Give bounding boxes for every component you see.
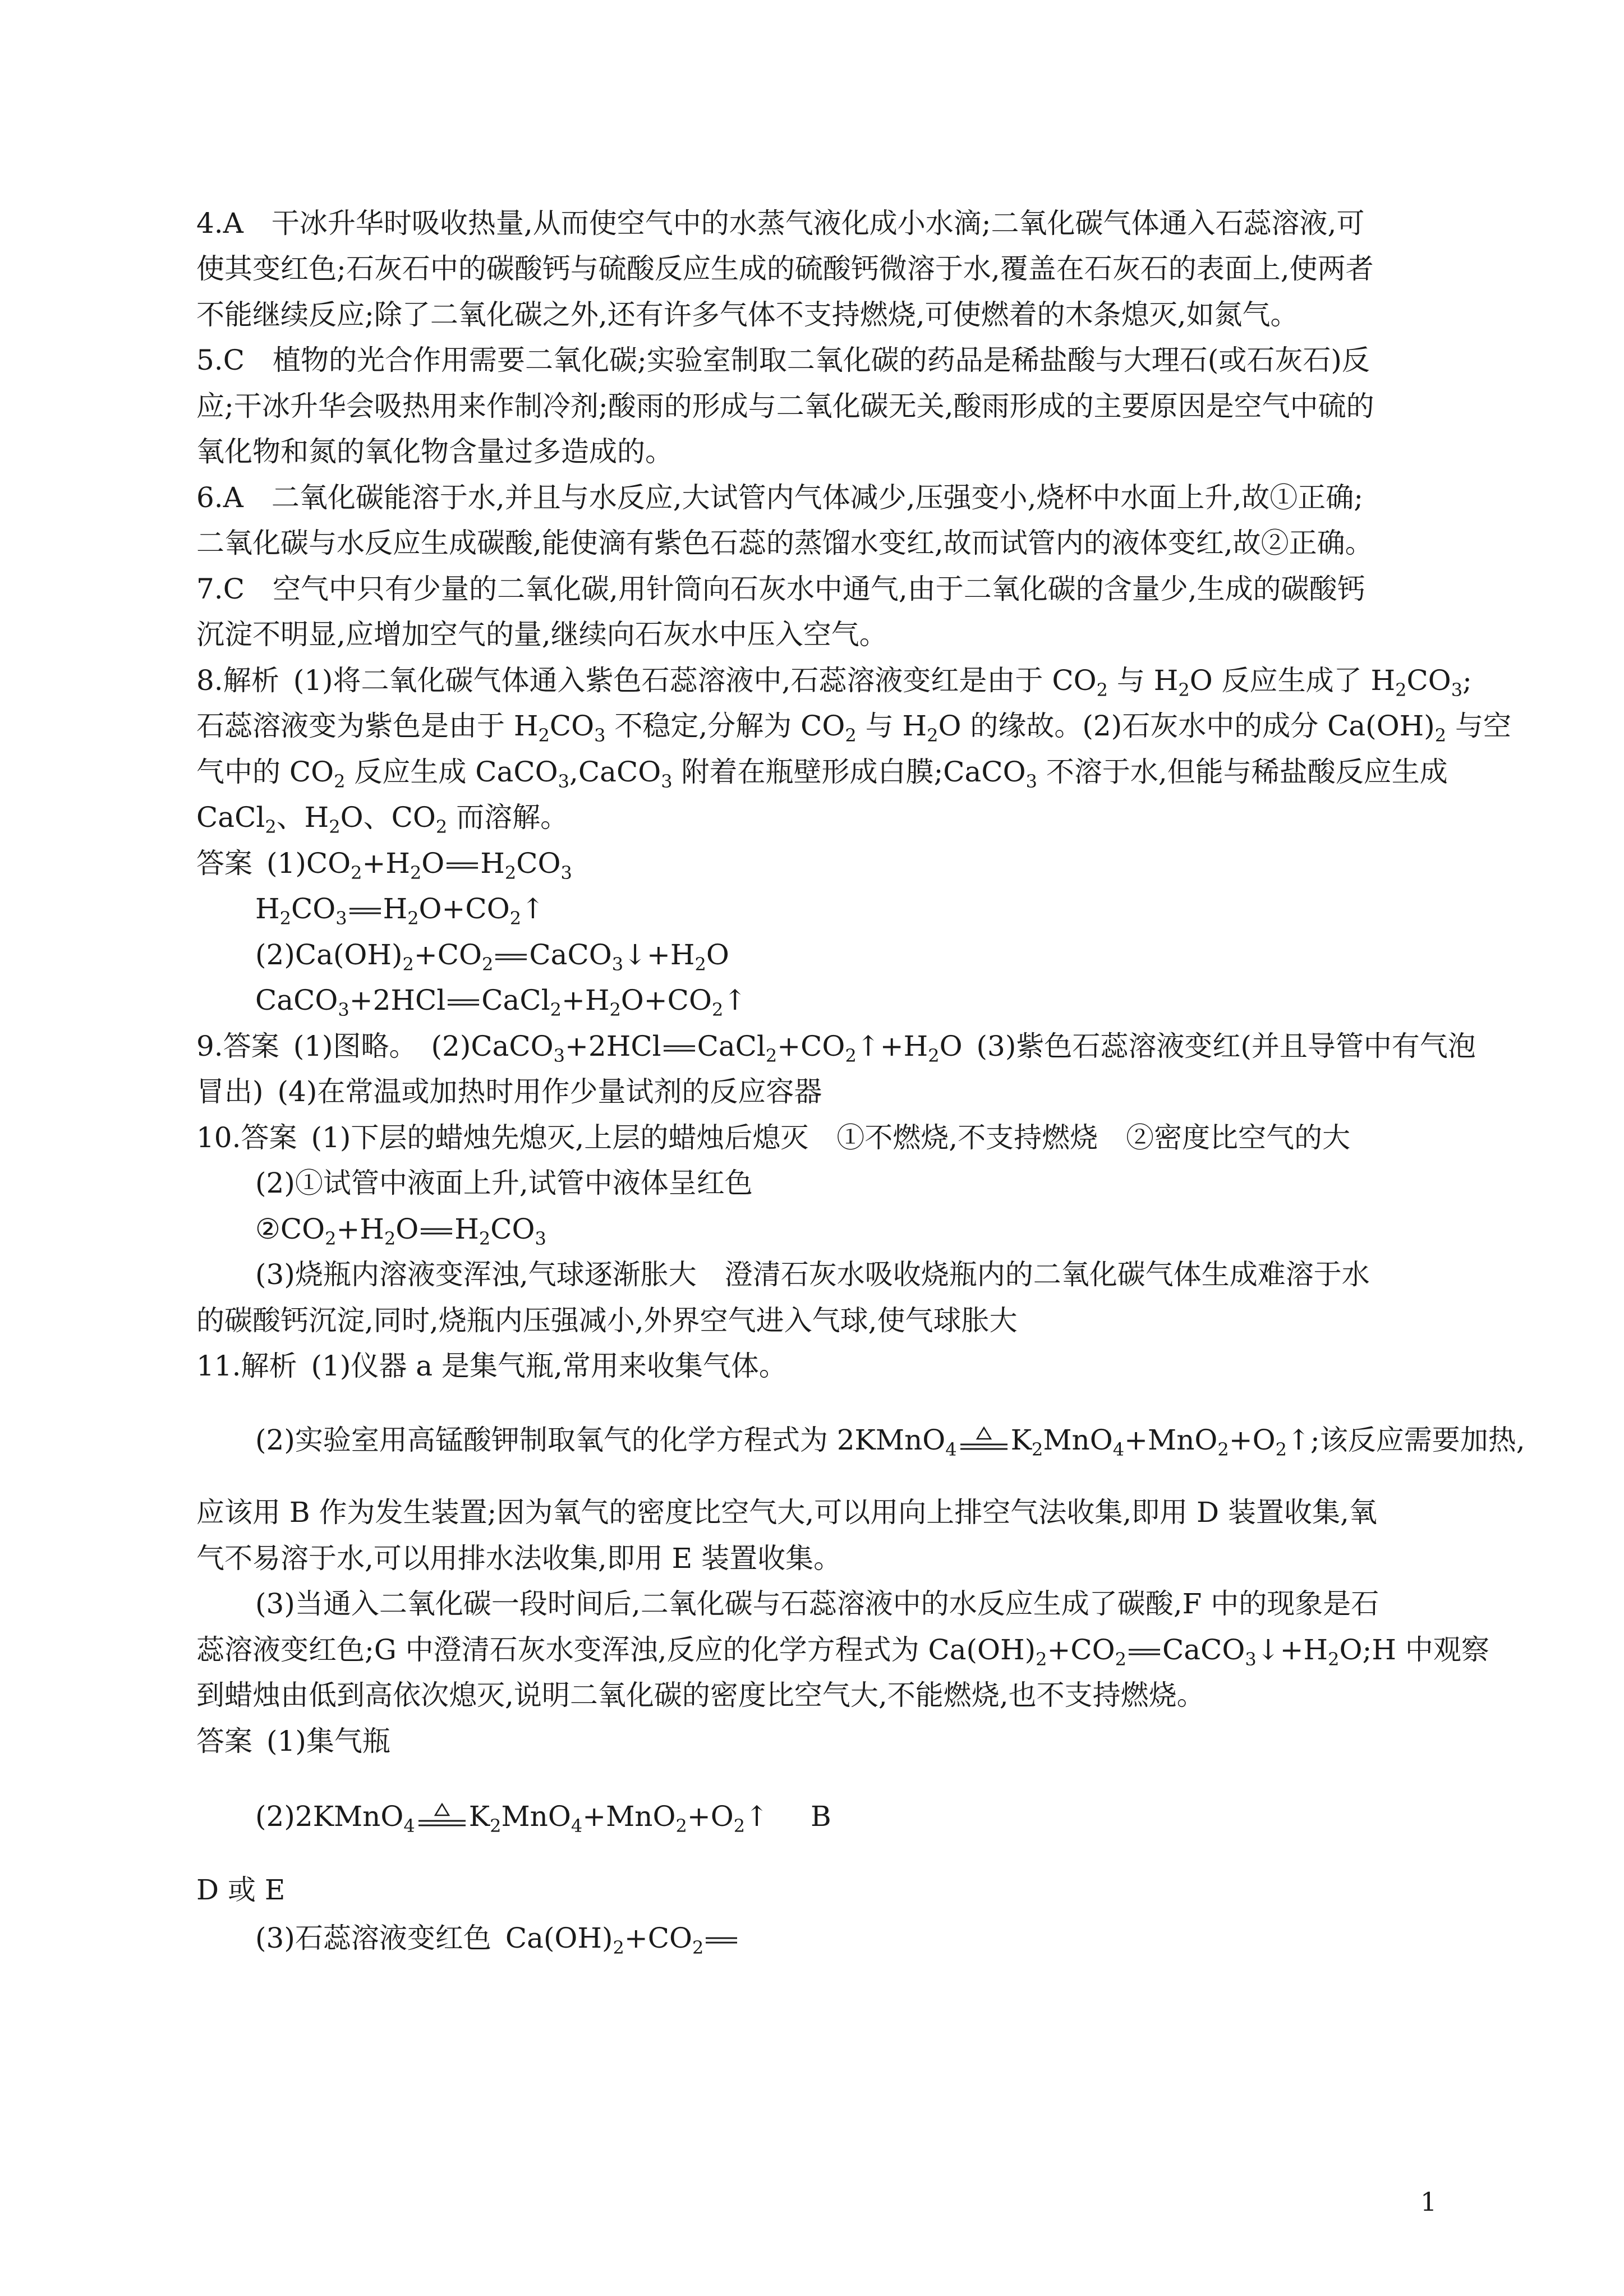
equals-sign-icon — [494, 951, 528, 963]
equals-sign-icon — [348, 905, 382, 917]
q5-line-1: 5.C 植物的光合作用需要二氧化碳;实验室制取二氧化碳的药品是稀盐酸与大理石(或石灰石)反 — [196, 344, 1370, 376]
q11-line-3: 应该用 B 作为发生装置;因为氧气的密度比空气大,可以用向上排空气法收集,即用 D 装置收集,氧 — [196, 1496, 1377, 1529]
q11-line-2: (2)实验室用高锰酸钾制取氧气的化学方程式为 2KMnO$_4$ $K_2MnO_4+MnO_2+O_2↑$;该反应需要加热, — [255, 1424, 1525, 1460]
q10-line-3: $②CO_2+H_2O$ $H_2CO_3$ — [255, 1213, 546, 1249]
q11-line-1: 11.解析 (1)仪器 a 是集气瓶,常用来收集气体。 — [196, 1350, 787, 1382]
heating-equals-sign — [416, 1802, 468, 1835]
equals-sign-icon — [663, 1043, 696, 1054]
q6-line-1: 6.A 二氧化碳能溶于水,并且与水反应,大试管内气体减少,压强变小,烧杯中水面上升,故①正确; — [196, 481, 1364, 514]
q11-answer-3: (3)石蕊溶液变红色 $Ca(OH)_2+CO_2$ — [255, 1920, 1489, 1957]
q11-line-7: 到蜡烛由低到高依次熄灭,说明二氧化碳的密度比空气大,不能燃烧,也不支持燃烧。 — [196, 1679, 1205, 1711]
q8-answer-eq-2: $H_2CO_3$ $H_2O+CO_2↑$ — [255, 892, 545, 929]
page-number: 1 — [1420, 2187, 1437, 2217]
q8-answer-eq-1: 答案 $(1)CO_2+H_2O$ $H_2CO_3$ — [196, 847, 572, 884]
q8-line-4: CaCl$_2$、$H_2O$、$CO_2$ 而溶解。 — [196, 801, 569, 838]
q11-answer-collect: D 或 E — [196, 1874, 286, 1906]
equals-sign-icon — [445, 860, 479, 871]
q5-line-3: 氧化物和氮的氧化物含量过多造成的。 — [196, 435, 673, 468]
q10-line-1: 10.答案 (1)下层的蜡烛先熄灭,上层的蜡烛后熄灭 ①不燃烧,不支持燃烧 ②密度比空气的大 — [196, 1121, 1351, 1154]
q8-answer-eq-4: CaCO$_3$+2HCl $CaCl_2+H_2O+CO_2↑$ — [255, 984, 747, 1020]
q11-line-6: 蕊溶液变红色;G 中澄清石灰水变浑浊,反应的化学方程式为 $Ca(OH)_2+CO_2$ $CaCO_3↓+H_2O;H$ 中观察 — [196, 1634, 1489, 1670]
q6-line-2: 二氧化碳与水反应生成碳酸,能使滴有紫色石蕊的蒸馏水变红,故而试管内的液体变红,故②正确。 — [196, 527, 1373, 559]
equals-sign-icon — [705, 1935, 738, 1946]
q7-line-2: 沉淀不明显,应增加空气的量,继续向石灰水中压入空气。 — [196, 618, 887, 651]
q5-line-2: 应;干冰升华会吸热用来作制冷剂;酸雨的形成与二氧化碳无关,酸雨形成的主要原因是空气中硫的 — [196, 390, 1374, 422]
q4-line-3: 不能继续反应;除了二氧化碳之外,还有许多气体不支持燃烧,可使燃着的木条熄灭,如氮气。 — [196, 298, 1299, 331]
q11-answer-label: 答案 (1)集气瓶 — [196, 1725, 390, 1757]
q9-line-2: 冒出) (4)在常温或加热时用作少量试剂的反应容器 — [196, 1075, 822, 1108]
q10-line-2: (2)①试管中液面上升,试管中液体呈红色 — [255, 1167, 753, 1199]
q9-line-1: 9.答案 (1)图略。 (2)CaCO$_3$+2HCl $CaCl_2+CO_2↑+H_2O$ (3)紫色石蕊溶液变红(并且导管中有气泡 — [196, 1030, 1476, 1066]
q8-line-3: 气中的 $CO_2$ 反应生成 CaCO$_3$,CaCO$_3$ 附着在瓶壁形成白膜;CaCO$_3$ 不溶于水,但能与稀盐酸反应生成 — [196, 756, 1448, 792]
q11-answer-eq: (2)2KMnO$_4$ $K_2MnO_4+MnO_2+O_2↑$ B — [255, 1800, 831, 1837]
q4-line-1: 4.A 干冰升华时吸收热量,从而使空气中的水蒸气液化成小水滴;二氧化碳气体通入石蕊溶液,可 — [196, 207, 1365, 240]
heating-equals-sign — [958, 1425, 1010, 1459]
equals-sign-icon — [420, 1226, 453, 1237]
heat-delta-icon — [958, 1425, 1010, 1459]
q10-line-5: 的碳酸钙沉淀,同时,烧瓶内压强减小,外界空气进入气球,使气球胀大 — [196, 1304, 1018, 1337]
q8-answer-eq-3: $(2)Ca(OH)_2+CO_2$ $CaCO_3↓+H_2O$ — [255, 938, 729, 975]
equals-sign-icon — [1128, 1646, 1161, 1658]
heat-delta-icon — [416, 1802, 468, 1835]
q11-line-5: (3)当通入二氧化碳一段时间后,二氧化碳与石蕊溶液中的水反应生成了碳酸,F 中的现象是石 — [255, 1588, 1379, 1620]
q10-line-4: (3)烧瓶内溶液变浑浊,气球逐渐胀大 澄清石灰水吸收烧瓶内的二氧化碳气体生成难溶于水 — [255, 1258, 1370, 1291]
q11-line-4: 气不易溶于水,可以用排水法收集,即用 E 装置收集。 — [196, 1542, 842, 1575]
equals-sign-icon — [447, 997, 480, 1008]
q8-line-1: 8.解析 (1)将二氧化碳气体通入紫色石蕊溶液中,石蕊溶液变红是由于 $CO_2$ 与 $H_2O$ 反应生成了 $H_2CO_3$; — [196, 664, 1472, 701]
q4-line-2: 使其变红色;石灰石中的碳酸钙与硫酸反应生成的硫酸钙微溶于水,覆盖在石灰石的表面上,使两者 — [196, 252, 1374, 285]
q7-line-1: 7.C 空气中只有少量的二氧化碳,用针筒向石灰水中通气,由于二氧化碳的含量少,生成的碳酸钙 — [196, 573, 1365, 605]
q8-line-2: 石蕊溶液变为紫色是由于 $H_2CO_3$ 不稳定,分解为 $CO_2$ 与 $H_2O$ 的缘故。(2)石灰水中的成分 $Ca(OH)_2$ 与空 — [196, 710, 1512, 746]
